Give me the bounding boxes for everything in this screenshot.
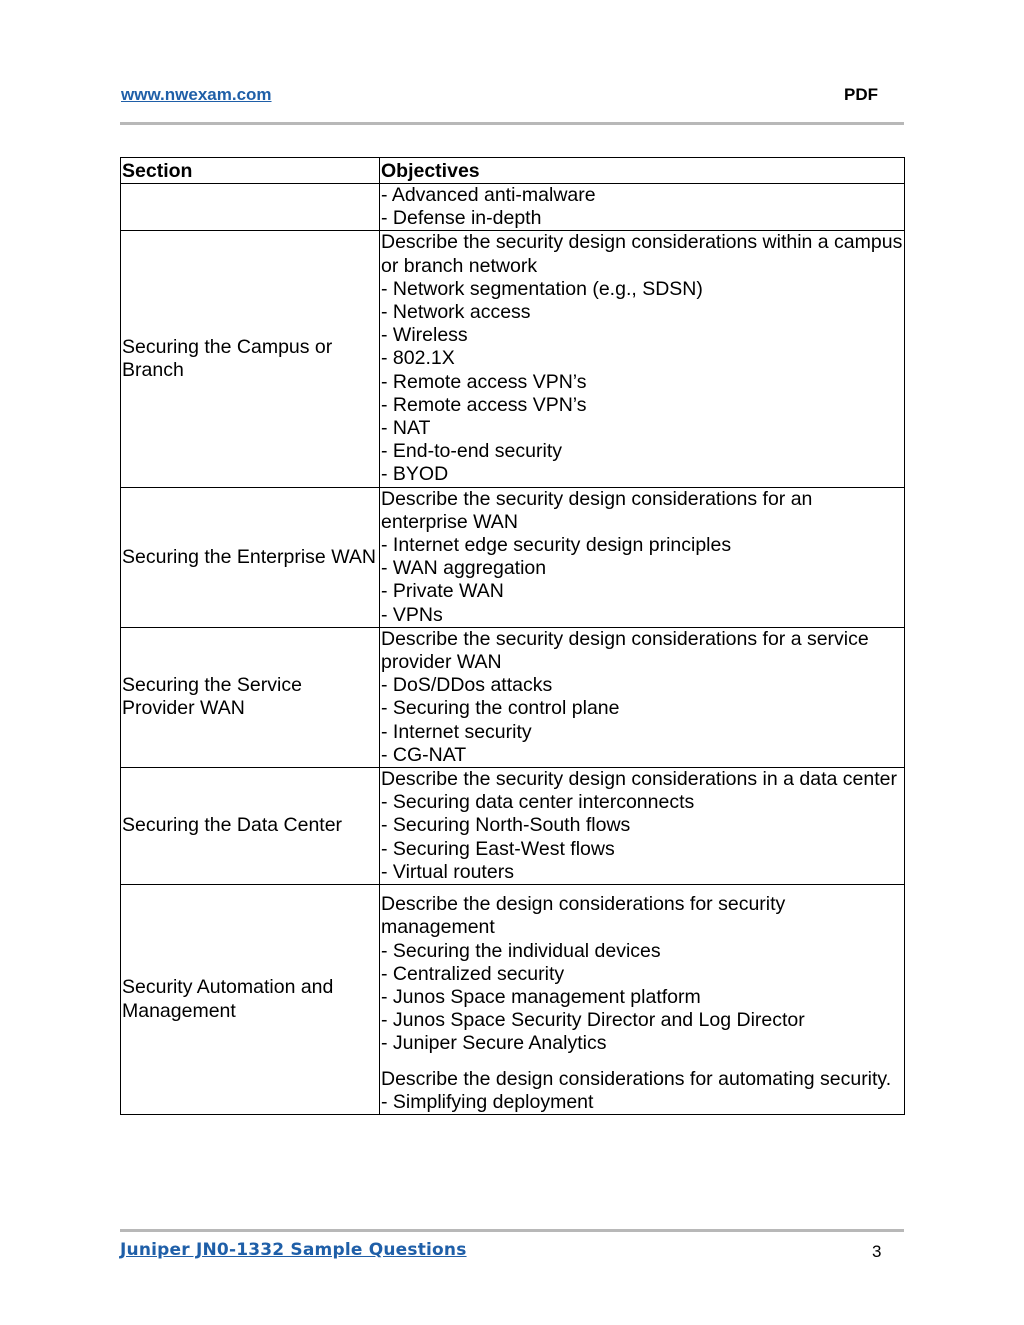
section-column-header: Section (121, 158, 380, 184)
table-row (121, 184, 905, 231)
objectives-cell (380, 231, 905, 487)
header-divider (120, 122, 904, 125)
objective-item: - Internet security (381, 720, 532, 743)
table-header-row (121, 158, 905, 184)
objectives-cell (380, 885, 905, 1115)
objectives-cell (380, 487, 905, 627)
objective-description: Describe the design considerations for automating security. (381, 1067, 892, 1090)
objective-item: - WAN aggregation (381, 557, 547, 580)
objective-item: - Securing data center interconnects (381, 791, 695, 814)
objective-item: - End-to-end security (381, 440, 562, 463)
objectives-column-header: Objectives (380, 158, 905, 184)
objective-item: - Wireless (381, 324, 468, 347)
section-cell: Security Automation and Management (121, 885, 380, 1115)
section-cell: Securing the Campus or Branch (121, 231, 380, 487)
objective-item: - Advanced anti-malware (381, 184, 596, 206)
objectives-table (120, 157, 905, 1115)
objective-description: Describe the design considerations for security management (381, 893, 786, 939)
table-row (121, 885, 905, 1115)
objectives-cell (380, 184, 905, 231)
objective-item: - Simplifying deployment (381, 1090, 594, 1113)
objective-description: Describe the security design considerations for a service provider WAN (381, 627, 869, 674)
section-cell: Securing the Service Provider WAN (121, 627, 380, 767)
objectives-cell (380, 768, 905, 885)
site-link[interactable]: www.nwexam.com (121, 85, 272, 104)
section-cell: Securing the Enterprise WAN (121, 487, 380, 627)
objective-item: - Junos Space Security Director and Log Director (381, 1009, 805, 1032)
section-cell: Securing the Data Center (121, 768, 380, 885)
section-cell (121, 184, 380, 231)
footer-divider (120, 1229, 904, 1232)
objective-item: - 802.1X (381, 347, 455, 370)
objective-item: - DoS/DDos attacks (381, 674, 553, 697)
objective-item: - Securing the control plane (381, 697, 620, 720)
objective-item: - Securing the individual devices (381, 939, 661, 962)
objective-description: Describe the security design considerations for an enterprise WAN (381, 487, 813, 533)
objective-item: - Internet edge security design principles (381, 534, 732, 557)
format-label: PDF (844, 85, 878, 104)
objective-item: - Remote access VPN’s (381, 393, 587, 416)
table-row (121, 627, 905, 767)
table-row (121, 231, 905, 487)
objective-item: - Defense in-depth (381, 207, 542, 230)
objective-item: - Junos Space management platform (381, 985, 701, 1008)
table-row (121, 487, 905, 627)
objective-item: - Private WAN (381, 580, 504, 603)
objective-item: - Securing North-South flows (381, 814, 631, 837)
objective-item: - BYOD (381, 463, 449, 486)
table-row (121, 768, 905, 885)
objective-item: - Centralized security (381, 962, 565, 985)
objective-item: - Virtual routers (381, 860, 514, 883)
objective-item: - Juniper Secure Analytics (381, 1032, 607, 1055)
objective-item: - NAT (381, 417, 431, 440)
objectives-cell (380, 627, 905, 767)
objective-item: - Network access (381, 301, 531, 324)
objective-description: Describe the security design considerations within a campus or branch network (381, 231, 903, 277)
objective-item: - Securing East-West flows (381, 837, 615, 860)
footer-title-link[interactable]: Juniper JN0-1332 Sample Questions (120, 1240, 467, 1260)
page-header (120, 84, 904, 106)
objective-description: Describe the security design considerations in a data center (381, 768, 897, 791)
objective-item: - Network segmentation (e.g., SDSN) (381, 277, 703, 300)
objective-item: - CG-NAT (381, 743, 467, 766)
objective-item: - VPNs (381, 603, 443, 626)
objective-item: - Remote access VPN’s (381, 370, 587, 393)
page-number: 3 (872, 1242, 882, 1261)
